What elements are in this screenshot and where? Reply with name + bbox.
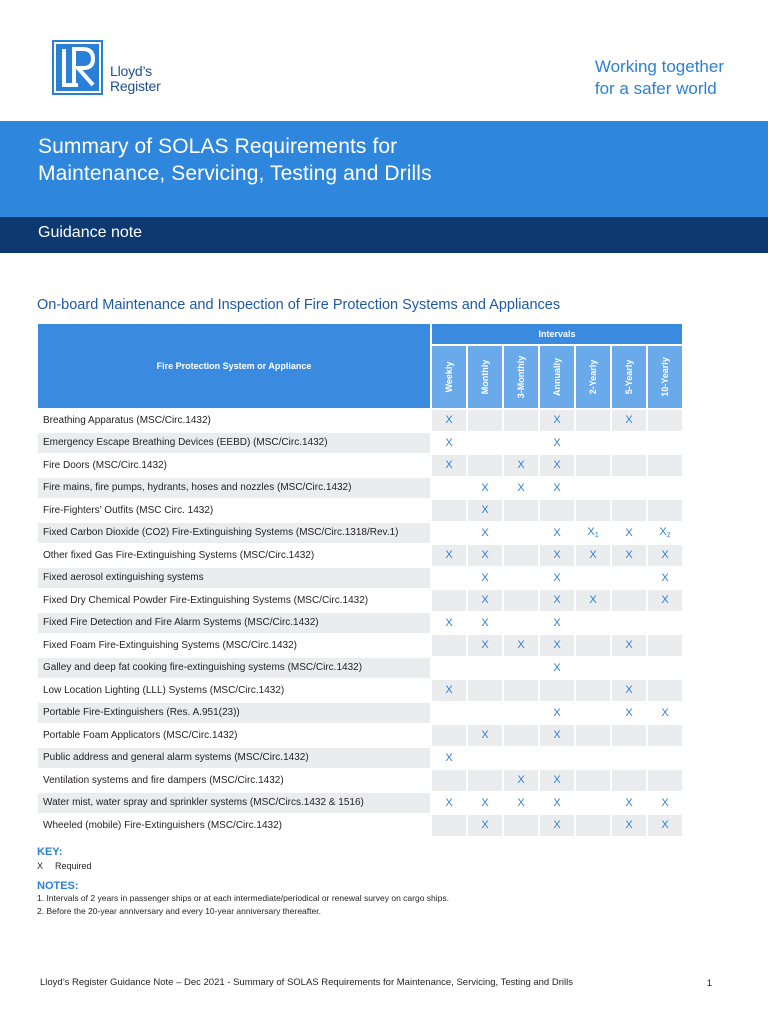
interval-mark-cell xyxy=(504,568,538,589)
system-name-cell: Galley and deep fat cooking fire-extinguishing systems (MSC/Circ.1432) xyxy=(38,658,430,679)
interval-mark-cell xyxy=(432,680,466,701)
interval-mark-cell xyxy=(504,635,538,656)
interval-mark-cell xyxy=(540,568,574,589)
required-mark: X xyxy=(661,819,669,832)
required-mark: X xyxy=(661,594,669,607)
table-row xyxy=(38,523,682,544)
required-mark: X xyxy=(553,549,561,562)
required-mark: X xyxy=(553,481,561,494)
table-row xyxy=(38,635,682,656)
interval-mark-cell xyxy=(612,455,646,476)
system-name-cell: Low Location Lighting (LLL) Systems (MSC/Circ.1432) xyxy=(38,680,430,701)
system-name-cell: Fixed Foam Fire-Extinguishing Systems (MSC/Circ.1432) xyxy=(38,635,430,656)
interval-column-label: Annually xyxy=(552,357,562,397)
interval-mark-cell xyxy=(648,748,682,769)
interval-mark-cell xyxy=(540,815,574,836)
interval-mark-cell xyxy=(576,478,610,499)
interval-mark-cell xyxy=(468,523,502,544)
system-name-cell: Breathing Apparatus (MSC/Circ.1432) xyxy=(38,410,430,431)
interval-mark-cell xyxy=(432,635,466,656)
interval-mark-cell xyxy=(576,500,610,521)
section-heading: On-board Maintenance and Inspection of Fire Protection Systems and Appliances xyxy=(37,297,561,313)
interval-mark-cell xyxy=(504,523,538,544)
requirements-table xyxy=(36,322,684,838)
interval-mark-cell xyxy=(432,658,466,679)
interval-mark-cell xyxy=(576,793,610,814)
required-mark: X xyxy=(587,526,595,539)
interval-column-label: 2-Yearly xyxy=(588,359,598,395)
interval-mark-cell xyxy=(540,658,574,679)
interval-mark-cell xyxy=(612,478,646,499)
page-title-line1: Summary of SOLAS Requirements for xyxy=(38,135,398,158)
page-subtitle: Guidance note xyxy=(38,224,143,241)
system-name-cell: Fire-Fighters’ Outfits (MSC Circ. 1432) xyxy=(38,500,430,521)
interval-mark-cell xyxy=(432,500,466,521)
key-label: KEY: xyxy=(37,846,63,858)
interval-mark-cell xyxy=(504,748,538,769)
interval-column-header xyxy=(504,346,538,408)
table-row xyxy=(38,455,682,476)
required-mark: X xyxy=(553,774,561,787)
interval-mark-cell xyxy=(576,658,610,679)
interval-mark-cell xyxy=(468,433,502,454)
table-row xyxy=(38,590,682,611)
system-name-cell: Portable Foam Applicators (MSC/Circ.1432) xyxy=(38,725,430,746)
interval-mark-cell xyxy=(648,793,682,814)
interval-mark-cell xyxy=(540,545,574,566)
interval-mark-cell xyxy=(432,590,466,611)
interval-mark-cell xyxy=(612,748,646,769)
system-name-cell: Other fixed Gas Fire-Extinguishing Systems (MSC/Circ.1432) xyxy=(38,545,430,566)
interval-mark-cell xyxy=(648,523,682,544)
system-name-cell: Fixed Fire Detection and Fire Alarm Systems (MSC/Circ.1432) xyxy=(38,613,430,634)
interval-mark-cell xyxy=(432,545,466,566)
interval-mark-cell xyxy=(468,455,502,476)
note-1: 1. Intervals of 2 years in passenger ships or at each intermediate/periodical or renewal survey on cargo ships. xyxy=(37,893,449,903)
required-mark: X xyxy=(589,594,597,607)
required-mark: X xyxy=(481,616,489,629)
required-mark: X xyxy=(553,571,561,584)
subtitle-banner xyxy=(0,217,768,253)
interval-mark-cell xyxy=(612,523,646,544)
interval-mark-cell xyxy=(576,545,610,566)
table-row xyxy=(38,680,682,701)
interval-mark-cell xyxy=(504,500,538,521)
interval-mark-cell xyxy=(612,770,646,791)
tagline-line2: for a safer world xyxy=(594,79,717,98)
interval-mark-cell xyxy=(432,725,466,746)
interval-mark-cell xyxy=(648,433,682,454)
system-name-cell: Fixed Dry Chemical Powder Fire-Extinguishing Systems (MSC/Circ.1432) xyxy=(38,590,430,611)
interval-mark-cell xyxy=(540,770,574,791)
interval-column-header xyxy=(432,346,466,408)
interval-mark-cell xyxy=(468,410,502,431)
interval-mark-cell xyxy=(648,500,682,521)
interval-mark-cell xyxy=(432,478,466,499)
interval-mark-cell xyxy=(612,590,646,611)
interval-mark-cell xyxy=(504,478,538,499)
interval-mark-cell xyxy=(504,658,538,679)
interval-mark-cell xyxy=(504,815,538,836)
page-title-line2: Maintenance, Servicing, Testing and Drills xyxy=(38,162,432,185)
key-meaning: Required xyxy=(55,861,92,871)
interval-mark-cell xyxy=(612,613,646,634)
interval-column-header xyxy=(576,346,610,408)
lloyds-register-logo xyxy=(52,40,103,95)
system-name-cell: Portable Fire-Extinguishers (Res. A.951(23)) xyxy=(38,703,430,724)
required-mark: X xyxy=(445,684,453,697)
required-mark: X xyxy=(445,436,453,449)
required-mark: X xyxy=(517,774,525,787)
logo-text-line1: Lloyd’s xyxy=(110,63,152,79)
interval-mark-cell xyxy=(504,793,538,814)
interval-mark-cell xyxy=(468,680,502,701)
interval-mark-cell xyxy=(468,793,502,814)
interval-mark-cell xyxy=(648,410,682,431)
table-row xyxy=(38,410,682,431)
system-name-cell: Wheeled (mobile) Fire-Extinguishers (MSC/Circ.1432) xyxy=(38,815,430,836)
table-row xyxy=(38,500,682,521)
interval-mark-cell xyxy=(576,613,610,634)
interval-mark-cell xyxy=(576,433,610,454)
interval-mark-cell xyxy=(468,590,502,611)
interval-mark-cell xyxy=(540,590,574,611)
interval-mark-cell xyxy=(468,748,502,769)
required-mark: X xyxy=(445,796,453,809)
interval-mark-cell xyxy=(540,635,574,656)
interval-mark-cell xyxy=(504,590,538,611)
key-symbol: X xyxy=(37,861,44,871)
interval-mark-cell xyxy=(468,725,502,746)
interval-mark-cell xyxy=(612,500,646,521)
interval-mark-cell xyxy=(612,680,646,701)
interval-mark-cell xyxy=(576,703,610,724)
intervals-header: Intervals xyxy=(432,324,682,344)
table-row xyxy=(38,815,682,836)
interval-mark-cell xyxy=(540,793,574,814)
interval-mark-cell xyxy=(648,568,682,589)
interval-mark-cell xyxy=(540,455,574,476)
note-reference: 2 xyxy=(666,532,671,540)
interval-mark-cell xyxy=(576,410,610,431)
interval-mark-cell xyxy=(612,703,646,724)
interval-mark-cell xyxy=(432,523,466,544)
table-row xyxy=(38,433,682,454)
interval-column-header xyxy=(468,346,502,408)
table-row xyxy=(38,568,682,589)
interval-mark-cell xyxy=(540,523,574,544)
table-row xyxy=(38,793,682,814)
required-mark: X xyxy=(625,796,633,809)
required-mark: X xyxy=(445,459,453,472)
interval-mark-cell xyxy=(540,500,574,521)
required-mark: X xyxy=(481,639,489,652)
required-mark: X xyxy=(553,436,561,449)
required-mark: X xyxy=(445,751,453,764)
required-mark: X xyxy=(553,819,561,832)
interval-mark-cell xyxy=(612,793,646,814)
interval-mark-cell xyxy=(648,815,682,836)
key-entry xyxy=(37,861,92,871)
interval-mark-cell xyxy=(468,658,502,679)
interval-column-label: 5-Yearly xyxy=(624,359,634,395)
interval-mark-cell xyxy=(576,725,610,746)
interval-column-header xyxy=(648,346,682,408)
interval-mark-cell xyxy=(468,770,502,791)
interval-mark-cell xyxy=(612,725,646,746)
interval-mark-cell xyxy=(576,748,610,769)
interval-mark-cell xyxy=(540,725,574,746)
interval-mark-cell xyxy=(540,433,574,454)
interval-mark-cell xyxy=(612,658,646,679)
interval-mark-cell xyxy=(576,815,610,836)
interval-mark-cell xyxy=(540,613,574,634)
required-mark: X xyxy=(481,481,489,494)
required-mark: X xyxy=(553,414,561,427)
required-mark: X xyxy=(445,616,453,629)
interval-mark-cell xyxy=(432,770,466,791)
required-mark: X xyxy=(625,526,633,539)
note-2: 2. Before the 20-year anniversary and every 10-year anniversary thereafter. xyxy=(37,906,321,916)
interval-mark-cell xyxy=(432,815,466,836)
interval-mark-cell xyxy=(648,613,682,634)
interval-mark-cell xyxy=(648,703,682,724)
system-name-cell: Ventilation systems and fire dampers (MSC/Circ.1432) xyxy=(38,770,430,791)
required-mark: X xyxy=(445,549,453,562)
logo-text-line2: Register xyxy=(110,78,161,94)
footer-text: Lloyd’s Register Guidance Note – Dec 2021 - Summary of SOLAS Requirements for Maintenance, Servicing, Testing and Drills xyxy=(40,977,573,988)
required-mark: X xyxy=(553,616,561,629)
required-mark: X xyxy=(481,729,489,742)
interval-column-header xyxy=(612,346,646,408)
table-row xyxy=(38,748,682,769)
interval-mark-cell xyxy=(648,658,682,679)
required-mark: X xyxy=(625,414,633,427)
interval-mark-cell xyxy=(648,455,682,476)
required-mark: X xyxy=(553,706,561,719)
required-mark: X xyxy=(517,459,525,472)
interval-mark-cell xyxy=(432,703,466,724)
interval-mark-cell xyxy=(612,410,646,431)
system-name-cell: Fire Doors (MSC/Circ.1432) xyxy=(38,455,430,476)
required-mark: X xyxy=(625,819,633,832)
interval-mark-cell xyxy=(468,500,502,521)
interval-mark-cell xyxy=(540,680,574,701)
interval-mark-cell xyxy=(468,815,502,836)
required-mark: X xyxy=(661,706,669,719)
interval-column-label: Weekly xyxy=(444,361,454,393)
interval-mark-cell xyxy=(504,613,538,634)
interval-mark-cell xyxy=(540,478,574,499)
interval-mark-cell xyxy=(432,410,466,431)
required-mark: X xyxy=(481,571,489,584)
required-mark: X xyxy=(517,639,525,652)
table-row xyxy=(38,545,682,566)
required-mark: X xyxy=(661,571,669,584)
interval-mark-cell xyxy=(576,590,610,611)
interval-mark-cell xyxy=(504,680,538,701)
table-row xyxy=(38,613,682,634)
required-mark: X xyxy=(445,414,453,427)
interval-mark-cell xyxy=(504,545,538,566)
required-mark: X xyxy=(481,526,489,539)
required-mark: X xyxy=(661,796,669,809)
required-mark: X xyxy=(659,526,667,539)
interval-mark-cell xyxy=(432,455,466,476)
interval-mark-cell xyxy=(432,793,466,814)
required-mark: X xyxy=(661,549,669,562)
interval-mark-cell xyxy=(504,410,538,431)
table-row xyxy=(38,478,682,499)
required-mark: X xyxy=(625,684,633,697)
interval-column-label: 3-Monthly xyxy=(516,355,526,399)
required-mark: X xyxy=(481,819,489,832)
required-mark: X xyxy=(481,504,489,517)
interval-column-header xyxy=(540,346,574,408)
system-name-cell: Fire mains, fire pumps, hydrants, hoses and nozzles (MSC/Circ.1432) xyxy=(38,478,430,499)
required-mark: X xyxy=(553,594,561,607)
interval-mark-cell xyxy=(648,478,682,499)
system-name-cell: Fixed Carbon Dioxide (CO2) Fire-Extinguishing Systems (MSC/Circ.1318/Rev.1) xyxy=(38,523,430,544)
interval-mark-cell xyxy=(612,433,646,454)
required-mark: X xyxy=(553,729,561,742)
required-mark: X xyxy=(481,594,489,607)
interval-mark-cell xyxy=(648,680,682,701)
interval-mark-cell xyxy=(540,748,574,769)
system-name-cell: Fixed aerosol extinguishing systems xyxy=(38,568,430,589)
interval-mark-cell xyxy=(432,433,466,454)
interval-column-label: Monthly xyxy=(480,359,490,395)
title-banner xyxy=(0,121,768,217)
interval-mark-cell xyxy=(432,748,466,769)
required-mark: X xyxy=(517,796,525,809)
interval-mark-cell xyxy=(504,433,538,454)
interval-mark-cell xyxy=(504,725,538,746)
interval-mark-cell xyxy=(540,703,574,724)
interval-mark-cell xyxy=(576,523,610,544)
interval-mark-cell xyxy=(540,410,574,431)
required-mark: X xyxy=(481,796,489,809)
required-mark: X xyxy=(553,526,561,539)
system-column-header: Fire Protection System or Appliance xyxy=(38,324,430,408)
lr-monogram-icon xyxy=(52,40,103,95)
interval-mark-cell xyxy=(576,770,610,791)
required-mark: X xyxy=(589,549,597,562)
system-name-cell: Water mist, water spray and sprinkler systems (MSC/Circs.1432 & 1516) xyxy=(38,793,430,814)
interval-mark-cell xyxy=(612,635,646,656)
required-mark: X xyxy=(625,549,633,562)
interval-mark-cell xyxy=(504,770,538,791)
table-row xyxy=(38,658,682,679)
interval-mark-cell xyxy=(648,770,682,791)
table-row xyxy=(38,725,682,746)
notes-label: NOTES: xyxy=(37,880,79,892)
interval-mark-cell xyxy=(576,455,610,476)
page-number: 1 xyxy=(706,978,712,989)
interval-mark-cell xyxy=(576,635,610,656)
interval-mark-cell xyxy=(612,545,646,566)
interval-mark-cell xyxy=(468,613,502,634)
interval-mark-cell xyxy=(468,703,502,724)
interval-mark-cell xyxy=(612,815,646,836)
required-mark: X xyxy=(481,549,489,562)
interval-mark-cell xyxy=(576,680,610,701)
interval-mark-cell xyxy=(468,568,502,589)
required-mark: X xyxy=(553,459,561,472)
interval-mark-cell xyxy=(432,613,466,634)
interval-mark-cell xyxy=(648,635,682,656)
system-name-cell: Public address and general alarm systems (MSC/Circ.1432) xyxy=(38,748,430,769)
note-reference: 1 xyxy=(594,532,599,540)
interval-mark-cell xyxy=(468,545,502,566)
required-mark: X xyxy=(553,661,561,674)
interval-column-label: 10-Yearly xyxy=(660,357,671,397)
logo-wordmark xyxy=(110,64,161,94)
table-row xyxy=(38,770,682,791)
interval-mark-cell xyxy=(648,545,682,566)
table-row xyxy=(38,703,682,724)
interval-mark-cell xyxy=(576,568,610,589)
required-mark: X xyxy=(553,796,561,809)
required-mark: X xyxy=(625,706,633,719)
interval-mark-cell xyxy=(468,635,502,656)
required-mark: X xyxy=(625,639,633,652)
required-mark: X xyxy=(553,639,561,652)
required-mark: X xyxy=(517,481,525,494)
tagline-line1: Working together xyxy=(594,57,724,76)
interval-mark-cell xyxy=(504,455,538,476)
interval-mark-cell xyxy=(504,703,538,724)
tagline xyxy=(595,56,724,100)
system-name-cell: Emergency Escape Breathing Devices (EEBD) (MSC/Circ.1432) xyxy=(38,433,430,454)
interval-mark-cell xyxy=(648,590,682,611)
interval-mark-cell xyxy=(648,725,682,746)
interval-mark-cell xyxy=(612,568,646,589)
interval-mark-cell xyxy=(468,478,502,499)
interval-mark-cell xyxy=(432,568,466,589)
